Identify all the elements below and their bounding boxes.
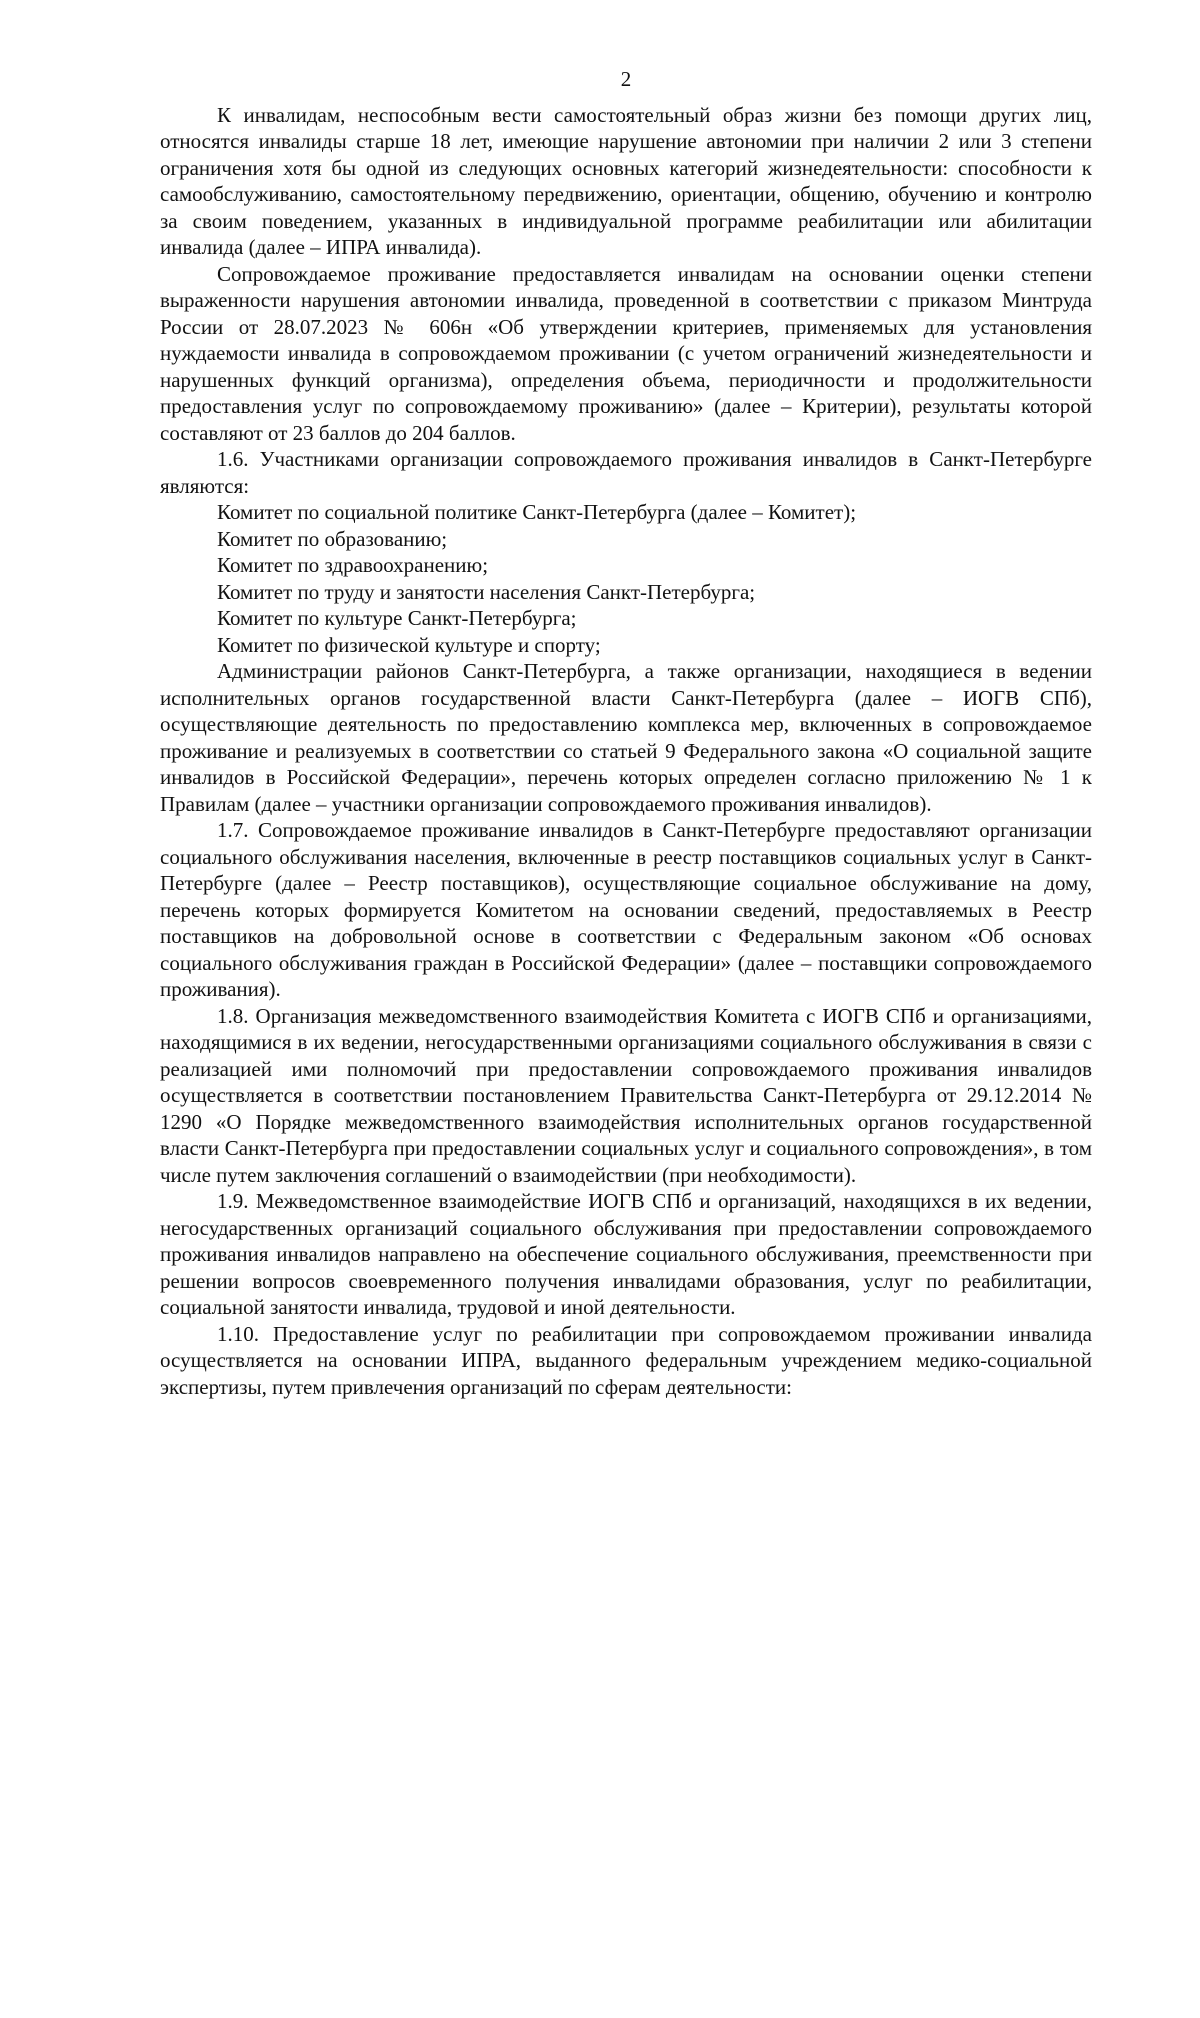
list-item-committee-culture: Комитет по культуре Санкт-Петербурга; (217, 606, 577, 630)
page-number: 2 (620, 67, 632, 91)
list-item-committee-healthcare: Комитет по здравоохранению; (217, 553, 489, 577)
paragraph-disabled-definition: К инвалидам, неспособным вести самостоятельный образ жизни без помощи других лиц, относятся инвалиды старше 18 лет, имеющие нарушение автономии при наличии 2 или 3 степени ограничения хотя бы одной из следующих основных категорий жизнедеятельности: способности к самообслуживанию, самостоятельному передвижению, ориентации, общению, обучению и контролю за своим поведением, указанных в индивидуальной программе реабилитации или абилитации инвалида (далее – ИПРА инвалида). (160, 102, 1092, 259)
paragraph-1-10-rehabilitation: 1.10. Предоставление услуг по реабилитации при сопровождаемом проживании инвалида осуществляется на основании ИПРА, выданного федеральным учреждением медико-социальной экспертизы, путем привлечения организаций по сферам деятельности: (160, 1321, 1092, 1399)
list-item-committee-labor: Комитет по труду и занятости населения Санкт-Петербурга; (217, 579, 756, 604)
paragraph-1-8-interagency-organization: 1.8. Организация межведомственного взаимодействия Комитета с ИОГВ СПб и организациями, находящимися в их ведении, негосударственными организациями социального обслуживания в связи с реализацией ими полномочий при предоставлении сопровождаемого проживания инвалидов осуществляется в соответствии постановлением Правительства Санкт-Петербурга от 29.12.2014 № 1290 «О Порядке межведомственного взаимодействия исполнительных органов государственной власти Санкт-Петербурга при предоставлении социальных услуг и социального сопровождения», в том числе путем заключения соглашений о взаимодействии (при необходимости). (160, 1003, 1092, 1187)
document-page (160, 66, 1092, 1400)
paragraph-district-administrations: Администрации районов Санкт-Петербурга, а также организации, находящиеся в ведении исполнительных органов государственной власти Санкт-Петербурга (далее – ИОГВ СПб), осуществляющие деятельность по предоставлению комплекса мер, включенных в сопровождаемое проживание и реализуемых в соответствии со статьей 9 Федерального закона «О социальной защите инвалидов в Российской Федерации», перечень которых определен согласно приложению № 1 к Правилам (далее – участники организации сопровождаемого проживания инвалидов). (160, 659, 1092, 816)
list-item-committee-sport: Комитет по физической культуре и спорту; (217, 632, 601, 657)
list-item-committee-education: Комитет по образованию; (217, 526, 448, 551)
paragraph-accompanied-living-criteria: Сопровождаемое проживание предоставляется инвалидам на основании оценки степени выраженности нарушения автономии инвалида, проведенной в соответствии с приказом Минтруда России от 28.07.2023 № 606н «Об утверждении критериев, применяемых для установления нуждаемости инвалида в сопровождаемом проживании (с учетом ограничений жизнедеятельности и нарушенных функций организма), определения объема, периодичности и продолжительности предоставления услуг по сопровождаемому проживанию» (далее – Критерии), результаты которой составляют от 23 баллов до 204 баллов. (160, 261, 1092, 445)
paragraph-1-6-participants: 1.6. Участниками организации сопровождаемого проживания инвалидов в Санкт-Петербурге являются: (160, 447, 1092, 498)
paragraph-1-7-providers: 1.7. Сопровождаемое проживание инвалидов в Санкт-Петербурге предоставляют организации социального обслуживания населения, включенные в реестр поставщиков социальных услуг в Санкт-Петербурге (далее – Реестр поставщиков), осуществляющие социальное обслуживание на дому, перечень которых формируется Комитетом на основании сведений, предоставляемых в Реестр поставщиков на добровольной основе в соответствии с Федеральным законом «Об основах социального обслуживания граждан в Российской Федерации» (далее – поставщики сопровождаемого проживания). (160, 818, 1092, 1001)
list-item-committee-social-policy: Комитет по социальной политике Санкт-Петербурга (далее – Комитет); (217, 500, 857, 524)
paragraph-1-9-interagency-interaction: 1.9. Межведомственное взаимодействие ИОГВ СПб и организаций, находящихся в их ведении, негосударственных организаций социального обслуживания при предоставлении сопровождаемого проживания инвалидов направлено на обеспечение социального обслуживания, преемственности при решении вопросов своевременного получения инвалидами образования, услуг по реабилитации, социальной занятости инвалида, трудовой и иной деятельности. (160, 1189, 1092, 1319)
